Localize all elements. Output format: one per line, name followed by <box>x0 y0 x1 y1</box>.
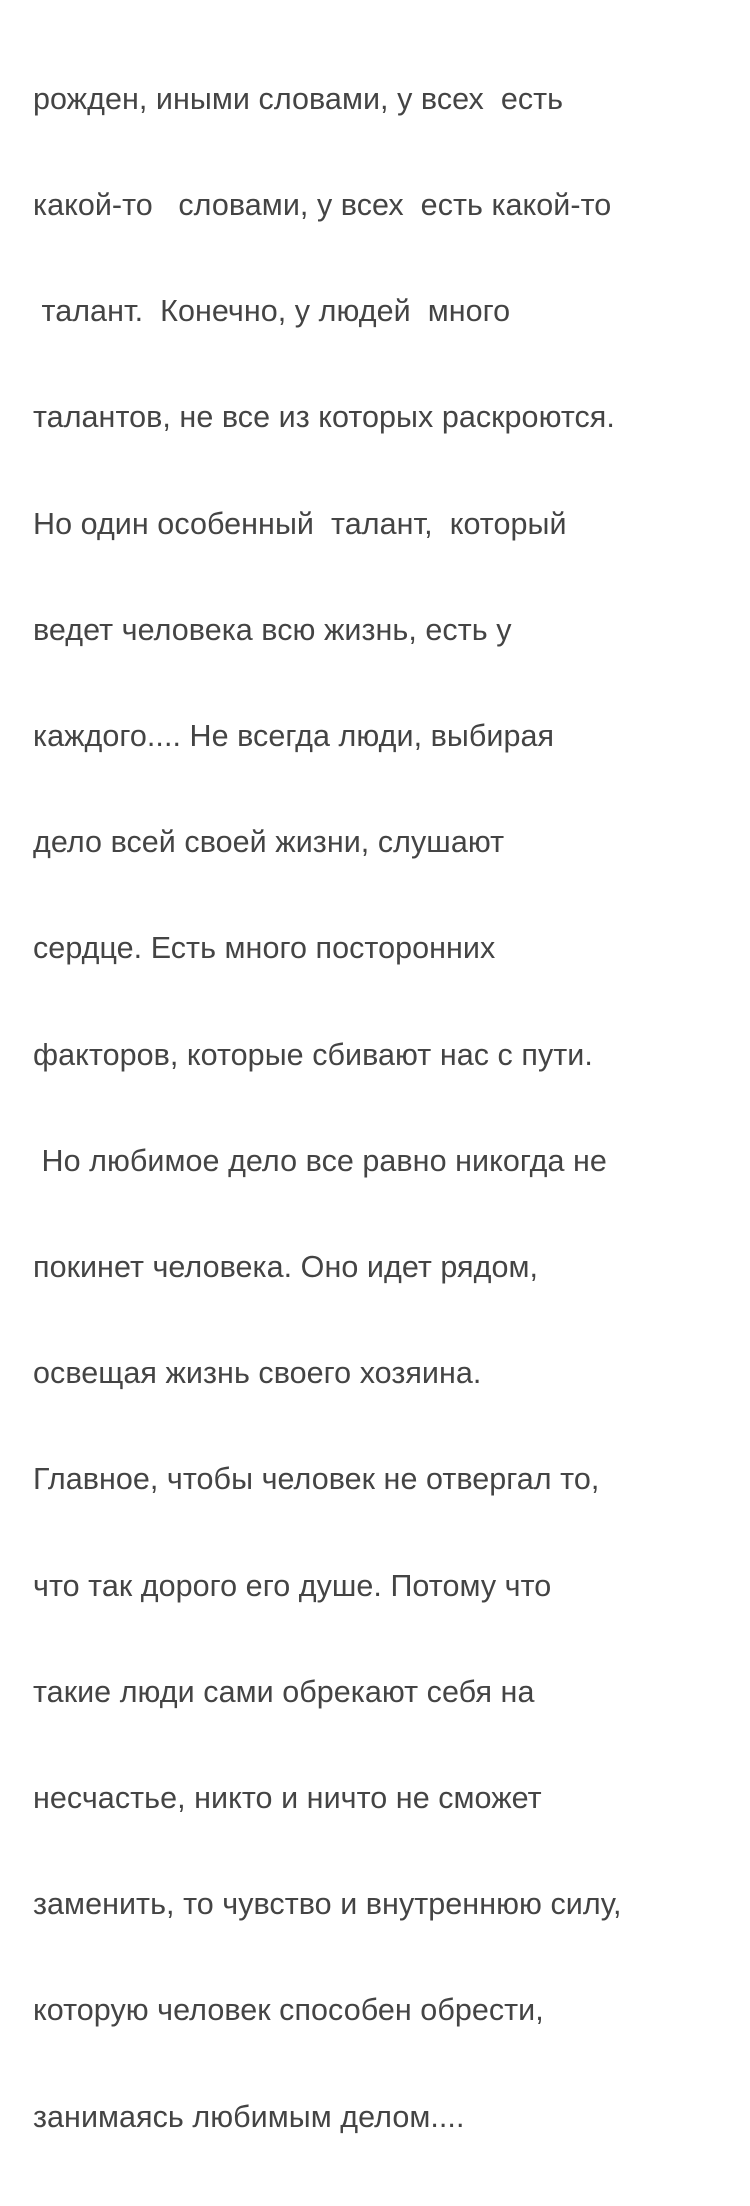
text-line-17: несчастье, никто и ничто не сможет <box>33 1781 542 1816</box>
text-line-11: Но любимое дело все равно никогда не <box>33 1143 607 1178</box>
text-line-12: покинет человека. Оно идет рядом, <box>33 1250 539 1285</box>
text-line-1: рожден, иными словами, у всех есть <box>33 81 564 116</box>
text-line-8: дело всей своей жизни, слушают <box>33 825 505 860</box>
text-line-19: которую человек способен обрести, <box>33 1993 544 2028</box>
text-line-20: занимаясь любимым делом.... <box>33 2099 465 2134</box>
essay-text <box>33 11 743 2206</box>
text-line-18: заменить, то чувство и внутреннюю силу, <box>33 1887 622 1922</box>
text-line-6: ведет человека всю жизнь, есть у <box>33 612 512 647</box>
text-line-5: Но один особенный талант, который <box>33 506 567 541</box>
text-line-7: каждого.... Не всегда люди, выбирая <box>33 719 555 754</box>
text-line-9: сердце. Есть много посторонних <box>33 931 496 966</box>
text-line-4: талантов, не все из которых раскроются. <box>33 400 615 435</box>
text-line-10: факторов, которые сбивают нас с пути. <box>33 1037 593 1072</box>
text-line-2: какой-то словами, у всех есть какой-то <box>33 188 612 223</box>
text-line-15: что так дорого его душе. Потому что <box>33 1568 552 1603</box>
text-line-13: освещая жизнь своего хозяина. <box>33 1356 482 1391</box>
text-line-3: талант. Конечно, у людей много <box>33 294 511 329</box>
text-line-16: такие люди сами обрекают себя на <box>33 1674 535 1709</box>
text-line-14: Главное, чтобы человек не отвергал то, <box>33 1462 600 1497</box>
